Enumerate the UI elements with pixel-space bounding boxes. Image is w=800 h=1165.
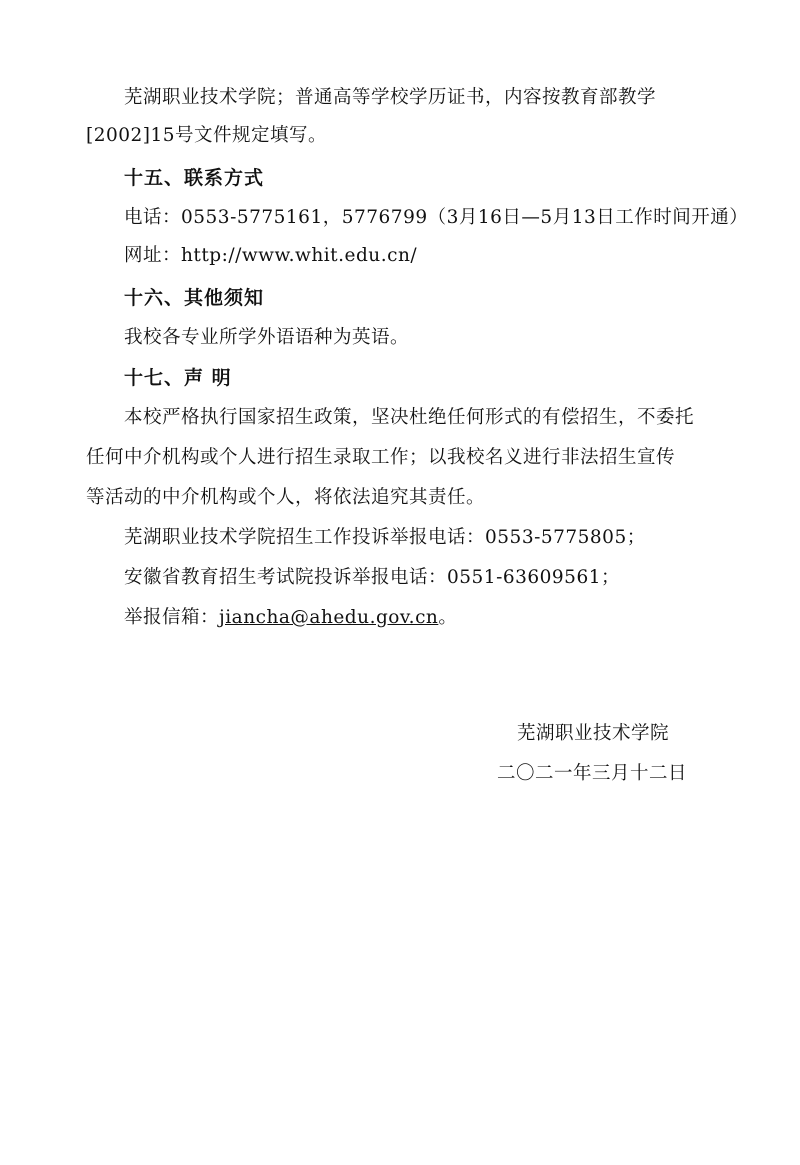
- signature-institution: 芜湖职业技术学院: [517, 723, 670, 744]
- signature-date: 二〇二一年三月十二日: [497, 763, 688, 784]
- province-complaint-phone: 安徽省教育招生考试院投诉举报电话：0551-63609561；: [124, 567, 620, 588]
- other-notes-text: 我校各专业所学外语语种为英语。: [124, 327, 410, 348]
- statement-line-3: 等活动的中介机构或个人，将依法追究其责任。: [86, 487, 486, 508]
- statement-line-2: 任何中介机构或个人进行招生录取工作；以我校名义进行非法招生宣传: [86, 447, 676, 468]
- report-email-label: 举报信箱：: [124, 607, 220, 628]
- statement-line-1: 本校严格执行国家招生政策，坚决杜绝任何形式的有偿招生，不委托: [124, 407, 695, 428]
- report-email-end: 。: [438, 607, 458, 628]
- section-17-heading: 十七、声 明: [124, 367, 232, 389]
- continuation-line-1: 芜湖职业技术学院；普通高等学校学历证书，内容按教育部教学: [124, 87, 657, 108]
- report-email-line: [124, 606, 457, 630]
- section-16-heading: 十六、其他须知: [124, 287, 265, 309]
- report-email-link[interactable]: jiancha@ahedu.gov.cn: [219, 607, 439, 628]
- contact-website: 网址：http://www.whit.edu.cn/: [124, 245, 418, 266]
- school-complaint-phone: 芜湖职业技术学院招生工作投诉举报电话：0553-5775805；: [124, 527, 646, 548]
- section-15-heading: 十五、联系方式: [124, 167, 265, 189]
- continuation-line-2: [2002]15号文件规定填写。: [86, 125, 328, 146]
- contact-phone: 电话：0553-5775161，5776799（3月16日—5月13日工作时间开通）: [124, 207, 749, 228]
